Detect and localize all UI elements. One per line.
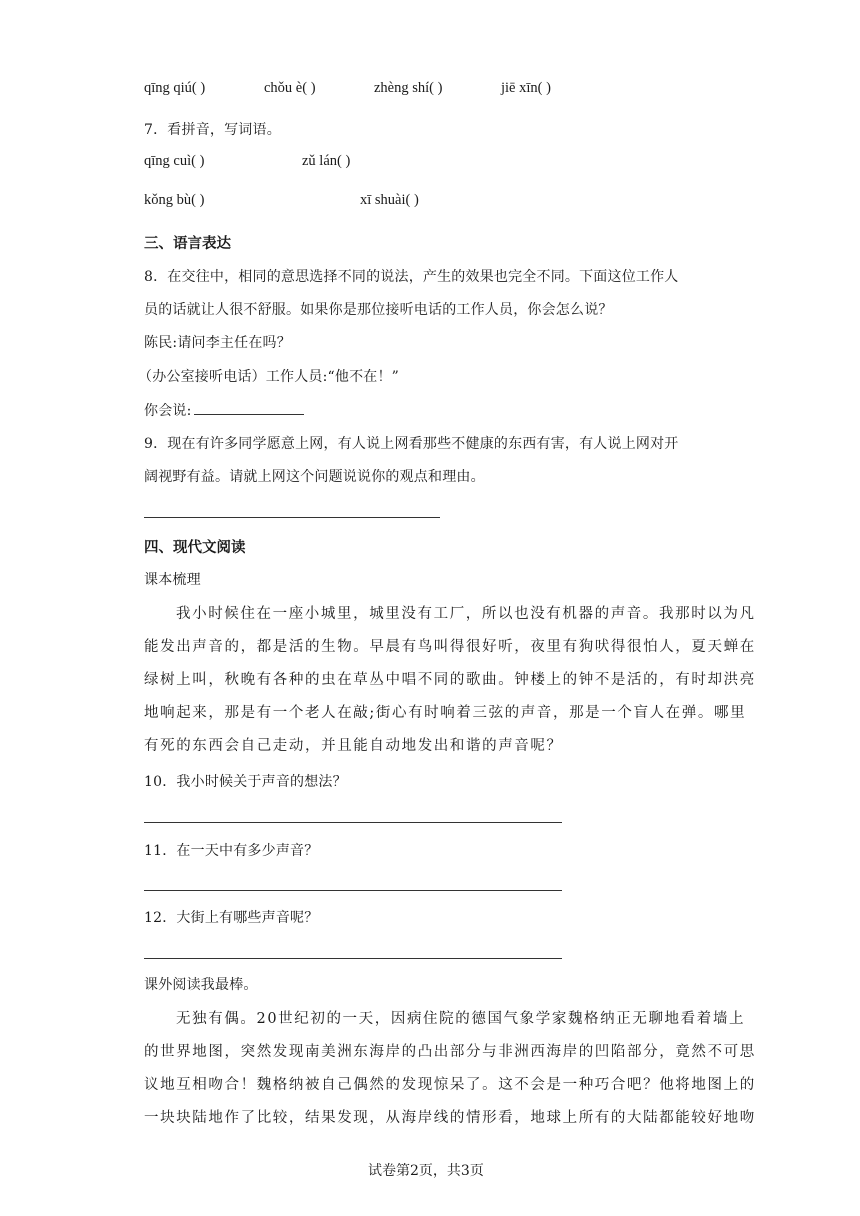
passage-2-line-4: 一块块陆地作了比较，结果发现，从海岸线的情形看，地球上所有的大陆都能较好地吻 <box>144 1110 756 1126</box>
answer-line-q12[interactable] <box>144 958 562 959</box>
pinyin-item-kongbu: kǒng bù( ) <box>144 192 205 208</box>
question-10: 10．我小时候关于声音的想法？ <box>144 774 347 790</box>
answer-line-q9[interactable] <box>144 517 440 518</box>
answer-label: 你会说: <box>144 403 192 419</box>
passage-2-line-2: 的世界地图，突然发现南美洲东海岸的凸出部分与非洲西海岸的凹陷部分，竟然不可思 <box>144 1044 756 1060</box>
question-11: 11．在一天中有多少声音？ <box>144 843 319 859</box>
pinyin-item-jiexin: jiē xīn( ) <box>501 80 551 96</box>
passage-1-line-3: 绿树上叫，秋晚有各种的虫在草丛中唱不同的歌曲。钟楼上的钟不是活的，有时却洪亮 <box>144 672 756 688</box>
page-footer: 试卷第2页，共3页 <box>368 1163 484 1179</box>
question-12: 12．大街上有哪些声音呢？ <box>144 910 319 926</box>
question-8-answer-row <box>144 400 304 420</box>
question-9-line-2: 阔视野有益。请就上网这个问题说说你的观点和理由。 <box>144 469 485 485</box>
answer-blank[interactable] <box>194 413 304 415</box>
answer-line-q11[interactable] <box>144 890 562 891</box>
pinyin-item-zhengshi: zhèng shí( ) <box>374 80 443 96</box>
question-8-dialog-2: （办公室接听电话）工作人员:“他不在！” <box>138 369 400 385</box>
passage-2-line-1: 无独有偶。20世纪初的一天，因病住院的德国气象学家魏格纳正无聊地看着墙上 <box>176 1011 746 1027</box>
part-1-title: 课本梳理 <box>144 572 201 588</box>
pinyin-item-qingqiu: qīng qiú( ) <box>144 80 206 96</box>
answer-line-q10[interactable] <box>144 822 562 823</box>
pinyin-item-zulan: zǔ lán( ) <box>302 153 351 169</box>
part-2-title: 课外阅读我最棒。 <box>144 977 258 993</box>
passage-1-line-2: 能发出声音的，都是活的生物。早晨有鸟叫得很好听，夜里有狗吠得很怕人，夏天蝉在 <box>144 639 756 655</box>
question-8-dialog-1: 陈民:请问李主任在吗？ <box>144 335 291 351</box>
question-8-line-2: 员的话就让人很不舒服。如果你是那位接听电话的工作人员，你会怎么说？ <box>144 302 613 318</box>
question-7-title: 7．看拼音，写词语。 <box>144 122 281 138</box>
section-4-heading: 四、现代文阅读 <box>144 539 246 556</box>
question-9-line-1: 9．现在有许多同学愿意上网，有人说上网看那些不健康的东西有害，有人说上网对开 <box>144 436 679 452</box>
passage-2-line-3: 议地互相吻合！魏格纳被自己偶然的发现惊呆了。这不会是一种巧合吧？他将地图上的 <box>144 1077 756 1093</box>
passage-1-line-4: 地响起来，那是有一个老人在敲;街心有时响着三弦的声音，那是一个盲人在弹。哪里 <box>144 705 747 721</box>
passage-1-line-1: 我小时候住在一座小城里，城里没有工厂，所以也没有机器的声音。我那时以为凡 <box>176 606 756 622</box>
pinyin-item-xishuai: xī shuài( ) <box>360 192 419 208</box>
passage-1-line-5: 有死的东西会自己走动，并且能自动地发出和谐的声音呢？ <box>144 738 563 754</box>
section-3-heading: 三、语言表达 <box>144 235 231 252</box>
pinyin-item-qingcui: qīng cuì( ) <box>144 153 205 169</box>
question-8-line-1: 8．在交往中，相同的意思选择不同的说法，产生的效果也完全不同。下面这位工作人 <box>144 269 679 285</box>
pinyin-item-choue: chǒu è( ) <box>264 80 316 96</box>
